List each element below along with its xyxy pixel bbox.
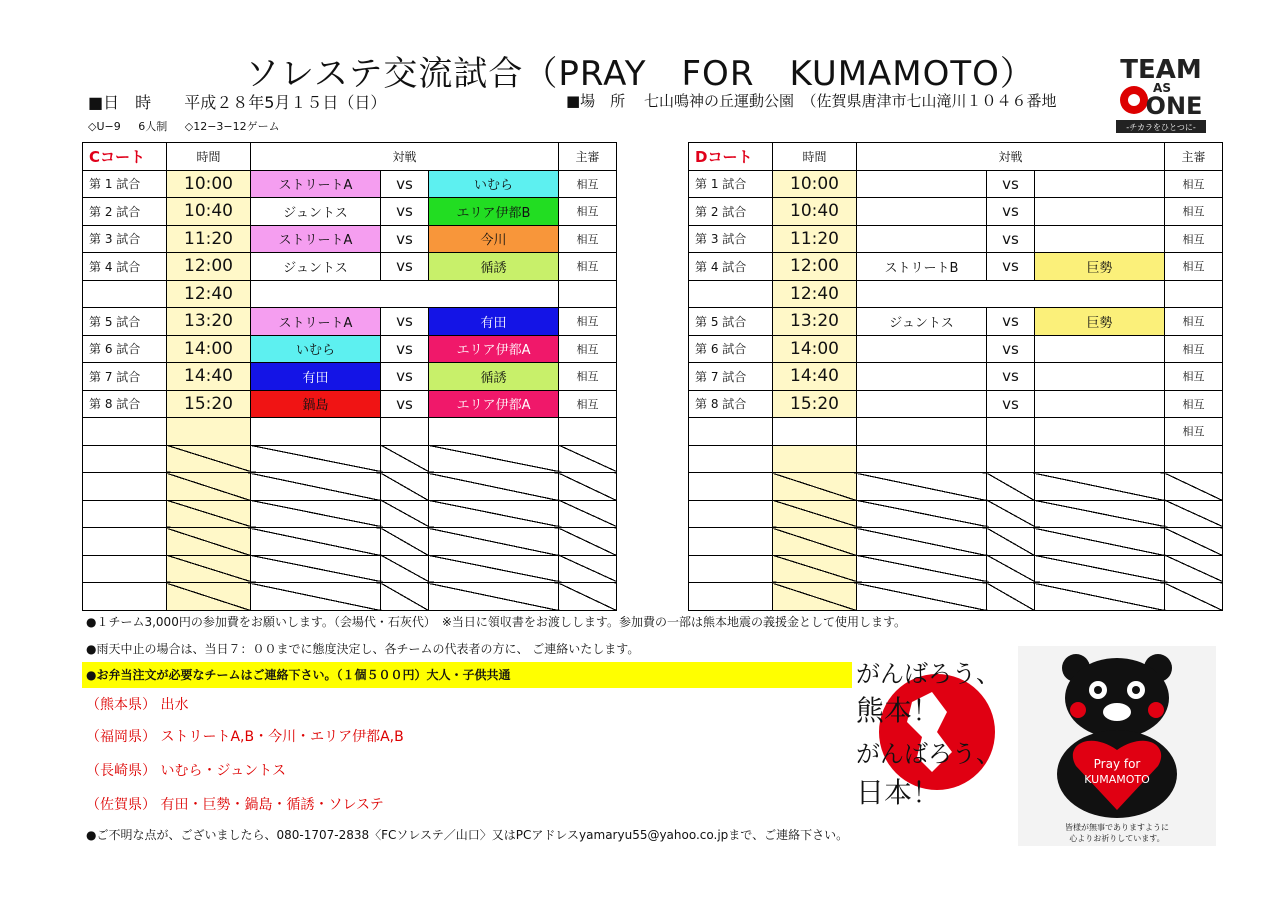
date-line — [88, 90, 386, 113]
ref-cell: 相互 — [1165, 253, 1223, 281]
pref-fukuoka: （福岡県） ストリートA,B・今川・エリア伊都A,B — [86, 729, 404, 745]
time-cell — [773, 445, 857, 473]
away-team-cell — [429, 500, 559, 528]
time-cell: 10:00 — [773, 170, 857, 198]
home-team-cell — [857, 473, 987, 501]
vs-cell: vs — [987, 308, 1035, 336]
home-team-cell: ジュントス — [251, 253, 381, 281]
ref-cell: 相互 — [1165, 390, 1223, 418]
court-d-referee-header: 主審 — [1165, 143, 1223, 171]
away-team-cell — [429, 555, 559, 583]
away-team-cell — [429, 583, 559, 611]
away-team-cell — [429, 528, 559, 556]
vs-cell — [381, 555, 429, 583]
condition-age: ◇U−9 — [88, 120, 121, 133]
game-cell — [83, 473, 167, 501]
bento-note: ●お弁当注文が必要なチームはご連絡下さい。（１個５００円）大人・子供共通 — [82, 662, 852, 688]
away-team-cell: 有田 — [429, 308, 559, 336]
vs-cell: vs — [987, 335, 1035, 363]
time-cell — [773, 555, 857, 583]
game-cell — [83, 528, 167, 556]
game-cell: 第 4 試合 — [689, 253, 773, 281]
ref-cell — [559, 280, 617, 308]
vs-cell: vs — [987, 390, 1035, 418]
table-row — [83, 308, 617, 336]
ref-cell — [559, 445, 617, 473]
home-team-cell — [857, 445, 987, 473]
time-cell: 14:00 — [773, 335, 857, 363]
empty-row — [83, 555, 617, 583]
court-c-court-name: Cコート — [83, 143, 167, 171]
court-d-court-name: Dコート — [689, 143, 773, 171]
game-cell: 第 6 試合 — [83, 335, 167, 363]
condition-format: ◇12−3−12ゲーム — [184, 120, 280, 133]
home-team-cell — [857, 528, 987, 556]
gambarou-line1: がんばろう、 — [856, 660, 1000, 688]
vs-cell: vs — [987, 170, 1035, 198]
away-team-cell: 循誘 — [429, 253, 559, 281]
ref-cell: 相互 — [559, 198, 617, 226]
venue-value: 七山鳴神の丘運動公園 （佐賀県唐津市七山滝川１０４６番地 — [643, 92, 1057, 110]
home-team-cell — [251, 528, 381, 556]
away-team-cell: 循誘 — [429, 363, 559, 391]
away-team-cell — [1035, 225, 1165, 253]
home-team-cell — [251, 500, 381, 528]
away-team-cell: 巨勢 — [1035, 308, 1165, 336]
vs-cell — [381, 445, 429, 473]
vs-cell — [987, 418, 1035, 446]
ref-cell — [559, 418, 617, 446]
vs-cell — [381, 500, 429, 528]
away-team-cell — [1035, 198, 1165, 226]
away-team-cell — [1035, 555, 1165, 583]
home-team-cell: ストリートA — [251, 225, 381, 253]
logo-text-as: AS — [1153, 81, 1171, 95]
time-cell: 14:00 — [167, 335, 251, 363]
table-row — [689, 363, 1223, 391]
court-c-match-header: 対戦 — [251, 143, 559, 171]
vs-cell: vs — [987, 253, 1035, 281]
empty-row — [83, 473, 617, 501]
vs-cell: vs — [381, 335, 429, 363]
table-row — [689, 198, 1223, 226]
home-team-cell — [251, 418, 381, 446]
time-cell — [167, 418, 251, 446]
contact-note: ●ご不明な点が、ございましたら、080-1707-2838〈FCソレステ／山口〉又はPCアドレスyamaryu55@yahoo.co.jpまで、ご連絡下さい。 — [86, 828, 849, 842]
ref-cell: 相互 — [559, 225, 617, 253]
table-row — [83, 170, 617, 198]
time-cell — [167, 528, 251, 556]
home-team-cell: ジュントス — [251, 198, 381, 226]
ref-cell: 相互 — [1165, 225, 1223, 253]
time-cell: 10:40 — [773, 198, 857, 226]
bear-head-icon — [1065, 658, 1169, 738]
home-team-cell — [857, 555, 987, 583]
time-cell: 15:20 — [167, 390, 251, 418]
vs-cell — [381, 473, 429, 501]
vs-cell: vs — [381, 170, 429, 198]
home-team-cell: ストリートA — [251, 170, 381, 198]
empty-row — [689, 500, 1223, 528]
away-team-cell — [1035, 528, 1165, 556]
table-row — [689, 170, 1223, 198]
heart-text-line1: Pray for — [1093, 757, 1141, 771]
gambarou-line4: 日本！ — [856, 776, 941, 809]
vs-cell — [987, 555, 1035, 583]
vs-cell — [381, 528, 429, 556]
game-cell: 第 5 試合 — [689, 308, 773, 336]
time-cell: 12:00 — [773, 253, 857, 281]
home-team-cell: ストリートB — [857, 253, 987, 281]
game-cell: 第 1 試合 — [83, 170, 167, 198]
logo-text-team: TEAM — [1120, 55, 1202, 85]
away-team-cell — [429, 445, 559, 473]
home-team-cell: ストリートA — [251, 308, 381, 336]
home-team-cell: ジュントス — [857, 308, 987, 336]
gambarou-kumamoto-graphic — [852, 652, 1002, 812]
empty-row — [83, 583, 617, 611]
gambarou-line3: がんばろう、 — [856, 740, 1000, 768]
game-cell — [689, 445, 773, 473]
table-row — [83, 335, 617, 363]
heart-text-line2: KUMAMOTO — [1084, 773, 1150, 786]
table-row — [689, 308, 1223, 336]
time-cell: 12:00 — [167, 253, 251, 281]
time-cell: 12:40 — [167, 280, 251, 308]
ref-cell: 相互 — [559, 390, 617, 418]
time-cell — [167, 555, 251, 583]
court-d-time-header: 時間 — [773, 143, 857, 171]
ref-cell — [559, 500, 617, 528]
logo-tagline: -チカラをひとつに- — [1126, 123, 1196, 132]
table-row — [689, 418, 1223, 446]
table-row — [689, 225, 1223, 253]
vs-cell — [987, 528, 1035, 556]
table-row — [83, 198, 617, 226]
time-cell: 14:40 — [167, 363, 251, 391]
time-cell: 13:20 — [773, 308, 857, 336]
empty-row — [689, 528, 1223, 556]
empty-row — [689, 555, 1223, 583]
court-d-header-row — [689, 143, 1223, 171]
home-team-cell: 鍋島 — [251, 390, 381, 418]
away-team-cell: 巨勢 — [1035, 253, 1165, 281]
game-cell — [689, 555, 773, 583]
venue-label: ■場 所 — [566, 92, 626, 110]
ref-cell: 相互 — [1165, 418, 1223, 446]
game-cell: 第 8 試合 — [83, 390, 167, 418]
time-cell: 12:40 — [773, 280, 857, 308]
condition-players: 6人制 — [138, 120, 168, 133]
game-cell: 第 2 試合 — [689, 198, 773, 226]
court-c-table — [82, 142, 617, 611]
ref-cell — [1165, 280, 1223, 308]
vs-cell — [987, 500, 1035, 528]
game-cell — [689, 418, 773, 446]
ref-cell: 相互 — [559, 335, 617, 363]
away-team-cell — [1035, 445, 1165, 473]
vs-cell: vs — [381, 363, 429, 391]
away-team-cell — [1035, 500, 1165, 528]
time-cell — [167, 445, 251, 473]
kumamon-pray-graphic — [1018, 646, 1216, 846]
away-team-cell: 今川 — [429, 225, 559, 253]
away-team-cell — [429, 418, 559, 446]
empty-row — [83, 418, 617, 446]
vs-cell — [987, 583, 1035, 611]
vs-cell: vs — [381, 198, 429, 226]
home-team-cell — [857, 198, 987, 226]
court-c-header-row — [83, 143, 617, 171]
table-row — [83, 363, 617, 391]
logo-text-one: ONE — [1145, 92, 1203, 120]
pref-nagasaki: （長崎県） いむら・ジュントス — [86, 763, 287, 779]
pref-saga: （佐賀県） 有田・巨勢・鍋島・循誘・ソレステ — [86, 797, 384, 813]
game-cell — [83, 555, 167, 583]
ref-cell: 相互 — [559, 363, 617, 391]
game-cell: 第 7 試合 — [83, 363, 167, 391]
ref-cell — [559, 473, 617, 501]
home-team-cell — [857, 583, 987, 611]
vs-cell: vs — [987, 363, 1035, 391]
empty-row — [689, 583, 1223, 611]
home-team-cell — [857, 390, 987, 418]
empty-row — [689, 473, 1223, 501]
empty-row — [689, 445, 1223, 473]
away-team-cell — [1035, 170, 1165, 198]
home-team-cell: いむら — [251, 335, 381, 363]
ref-cell: 相互 — [1165, 363, 1223, 391]
game-cell: 第 6 試合 — [689, 335, 773, 363]
date-label: ■日 時 — [88, 93, 152, 112]
time-cell — [773, 583, 857, 611]
kumamon-caption2: 心よりお祈りしています。 — [1069, 834, 1165, 843]
ref-cell: 相互 — [1165, 198, 1223, 226]
game-cell: 第 8 試合 — [689, 390, 773, 418]
court-d-match-header: 対戦 — [857, 143, 1165, 171]
vs-cell: vs — [381, 225, 429, 253]
away-team-cell: エリア伊都A — [429, 390, 559, 418]
game-cell — [83, 583, 167, 611]
home-team-cell — [251, 445, 381, 473]
time-cell — [167, 500, 251, 528]
table-row — [689, 253, 1223, 281]
game-cell — [83, 280, 167, 308]
court-d-table — [688, 142, 1223, 611]
vs-cell: vs — [987, 225, 1035, 253]
game-cell — [83, 418, 167, 446]
vs-cell — [381, 583, 429, 611]
time-cell — [773, 473, 857, 501]
away-team-cell — [1035, 335, 1165, 363]
ref-cell: 相互 — [559, 308, 617, 336]
table-row — [689, 280, 1223, 308]
vs-cell — [381, 418, 429, 446]
table-row — [689, 390, 1223, 418]
game-cell: 第 1 試合 — [689, 170, 773, 198]
ref-cell: 相互 — [1165, 170, 1223, 198]
table-row — [83, 225, 617, 253]
vs-cell — [987, 445, 1035, 473]
vs-cell: vs — [381, 253, 429, 281]
ref-cell — [559, 583, 617, 611]
ref-cell — [1165, 583, 1223, 611]
game-cell — [83, 500, 167, 528]
ref-cell — [559, 555, 617, 583]
away-team-cell — [1035, 390, 1165, 418]
ref-cell — [1165, 555, 1223, 583]
home-team-cell — [251, 583, 381, 611]
time-cell: 10:00 — [167, 170, 251, 198]
time-cell — [773, 528, 857, 556]
ref-cell: 相互 — [559, 170, 617, 198]
ref-cell — [1165, 500, 1223, 528]
home-team-cell — [251, 473, 381, 501]
rain-note: ●雨天中止の場合は、当日７：００までに態度決定し、各チームの代表者の方に、 ご連絡いたします。 — [86, 642, 640, 656]
ref-cell — [1165, 445, 1223, 473]
time-cell — [167, 473, 251, 501]
time-cell: 10:40 — [167, 198, 251, 226]
game-cell — [689, 583, 773, 611]
game-cell — [689, 528, 773, 556]
home-team-cell: 有田 — [251, 363, 381, 391]
ref-cell: 相互 — [1165, 335, 1223, 363]
fee-note: ●１チーム3,000円の参加費をお願いします。（会場代・石灰代） ※当日に領収書をお渡しします。参加費の一部は熊本地震の義援金として使用します。 — [86, 615, 907, 629]
home-team-cell — [857, 225, 987, 253]
time-cell: 13:20 — [167, 308, 251, 336]
away-team-cell — [1035, 363, 1165, 391]
vs-cell: vs — [381, 308, 429, 336]
home-team-cell — [857, 363, 987, 391]
team-as-one-logo — [1116, 52, 1206, 134]
vs-cell — [987, 473, 1035, 501]
ref-cell — [1165, 528, 1223, 556]
game-cell — [689, 280, 773, 308]
game-cell: 第 3 試合 — [689, 225, 773, 253]
game-cell: 第 4 試合 — [83, 253, 167, 281]
home-team-cell — [857, 500, 987, 528]
time-cell — [167, 583, 251, 611]
table-row — [83, 280, 617, 308]
game-cell: 第 3 試合 — [83, 225, 167, 253]
away-team-cell: エリア伊都B — [429, 198, 559, 226]
court-c-time-header: 時間 — [167, 143, 251, 171]
ref-cell: 相互 — [1165, 308, 1223, 336]
away-team-cell — [1035, 473, 1165, 501]
time-cell: 14:40 — [773, 363, 857, 391]
empty-row — [83, 445, 617, 473]
home-team-cell — [857, 170, 987, 198]
home-team-cell — [251, 555, 381, 583]
game-cell — [689, 473, 773, 501]
empty-row — [83, 528, 617, 556]
game-cell — [689, 500, 773, 528]
empty-row — [83, 500, 617, 528]
table-row — [83, 390, 617, 418]
ref-cell — [1165, 473, 1223, 501]
time-cell — [773, 418, 857, 446]
away-team-cell: いむら — [429, 170, 559, 198]
ref-cell: 相互 — [559, 253, 617, 281]
venue-line — [566, 90, 1056, 111]
away-team-cell — [1035, 583, 1165, 611]
ref-cell — [559, 528, 617, 556]
kumamon-caption1: 皆様が無事でありますように — [1065, 823, 1169, 832]
time-cell: 11:20 — [773, 225, 857, 253]
conditions-line — [88, 118, 280, 134]
game-cell: 第 7 試合 — [689, 363, 773, 391]
game-cell: 第 2 試合 — [83, 198, 167, 226]
time-cell: 11:20 — [167, 225, 251, 253]
pref-kumamoto: （熊本県） 出水 — [86, 697, 189, 713]
away-team-cell — [1035, 418, 1165, 446]
gambarou-line2: 熊本！ — [856, 694, 941, 727]
vs-cell: vs — [987, 198, 1035, 226]
home-team-cell — [857, 418, 987, 446]
table-row — [83, 253, 617, 281]
table-row — [689, 335, 1223, 363]
away-team-cell: エリア伊都A — [429, 335, 559, 363]
page-title: ソレステ交流試合（PRAY FOR KUMAMOTO） — [245, 54, 1035, 94]
date-value: 平成２８年5月１５日（日） — [184, 93, 387, 112]
home-team-cell — [857, 335, 987, 363]
away-team-cell — [429, 473, 559, 501]
game-cell: 第 5 試合 — [83, 308, 167, 336]
time-cell: 15:20 — [773, 390, 857, 418]
court-c-referee-header: 主審 — [559, 143, 617, 171]
vs-cell: vs — [381, 390, 429, 418]
game-cell — [83, 445, 167, 473]
break-cell — [857, 280, 1165, 308]
break-cell — [251, 280, 559, 308]
time-cell — [773, 500, 857, 528]
